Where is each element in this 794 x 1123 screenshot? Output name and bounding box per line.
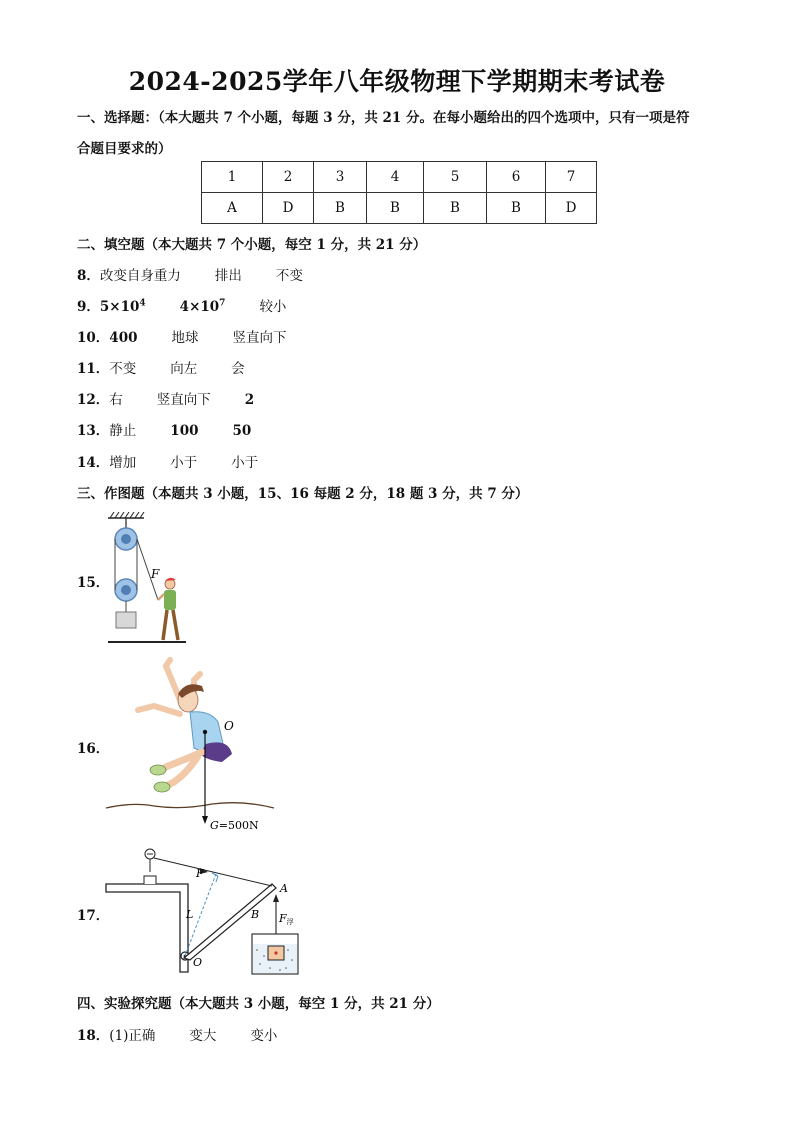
answer: 向左 [170,361,198,377]
table-cell: A [202,193,263,224]
lever-figure [104,846,304,978]
section3-heading: 三、作图题（本题共 3 小题，15、16 每题 2 分，18 题 3 分，共 7 分） [77,486,529,502]
table-cell: 1 [202,162,263,193]
part-label: (1) [109,1028,129,1044]
question-number: 13． [77,423,110,439]
force-label-F: F [151,567,160,581]
answer-line-14 [77,451,258,471]
answer: 右 [109,392,123,408]
question-number-16: 16． [77,741,110,757]
answer: 400 [109,330,138,346]
answer-line-10 [77,326,286,346]
table-cell: 7 [546,162,597,193]
table-row-answers [202,193,597,224]
section4-heading: 四、实验探究题（本大题共 3 小题，每空 1 分，共 21 分） [77,996,440,1012]
answer-line-13 [77,419,251,439]
answer-line-12 [77,388,254,408]
table-cell: 5 [424,162,487,193]
answer: 2 [244,392,255,408]
label-B: B [251,908,260,921]
section2-heading: 二、填空题（本大题共 7 个小题，每空 1 分，共 21 分） [77,237,427,253]
table-cell: 4 [367,162,424,193]
answer: 100 [170,423,199,439]
question-number: 10． [77,330,110,346]
table-cell: 6 [487,162,546,193]
answer: 不变 [109,361,137,377]
long-jump-figure [102,656,282,836]
answer: 地球 [171,330,199,346]
answer: 50 [232,423,252,439]
answer-line-18 [77,1024,277,1044]
point-label-O: O [224,719,234,733]
table-cell: D [546,193,597,224]
table-cell: 3 [314,162,367,193]
answer: 排出 [214,268,242,284]
answer-line-8 [77,264,303,284]
answer: 较小 [259,299,287,315]
question-number: 12． [77,392,110,408]
answer: 小于 [170,455,198,471]
table-cell: 2 [263,162,314,193]
answer: 增加 [109,455,137,471]
answer: 不变 [275,268,303,284]
table-cell: B [367,193,424,224]
question-number-15: 15． [77,575,110,591]
answer: 竖直向下 [156,392,211,408]
answer: $4\times 10^7$ [179,298,226,315]
answer: 静止 [109,423,137,439]
choice-answer-table [201,161,597,224]
answer: 竖直向下 [232,330,287,346]
question-number: 18． [77,1028,110,1044]
label-F: F [196,867,204,880]
answer: 变大 [189,1028,217,1044]
page-title: 2024-2025学年八年级物理下学期期末考试卷 [128,67,666,96]
section1-heading-cont: 合题目要求的） [77,141,172,157]
answer: $5\times 10^4$ [99,298,146,315]
answer: 正确 [128,1028,156,1044]
question-number: 14． [77,455,110,471]
answer: 会 [231,361,245,377]
label-A: A [280,882,288,895]
label-O: O [193,956,203,969]
table-cell: B [424,193,487,224]
label-L: L [186,908,194,921]
table-cell: D [263,193,314,224]
weight-label: G=500N [210,819,259,832]
question-number: 8． [77,268,100,284]
answer: 变小 [250,1028,278,1044]
answer: 小于 [231,455,259,471]
table-row-numbers [202,162,597,193]
question-number: 9． [77,299,100,315]
question-number-17: 17． [77,908,110,924]
table-cell: B [487,193,546,224]
label-buoyancy: F浮 [279,912,294,926]
answer-line-11 [77,357,245,377]
question-number: 11． [77,361,110,377]
answer: 改变自身重力 [99,268,181,284]
pulley-system-figure [104,512,194,648]
table-cell: B [314,193,367,224]
section1-heading: 一、选择题：（本大题共 7 个小题，每题 3 分，共 21 分。在每小题给出的四个选项中，只有一项是符 [77,110,690,126]
answer-line-9 [77,295,286,315]
